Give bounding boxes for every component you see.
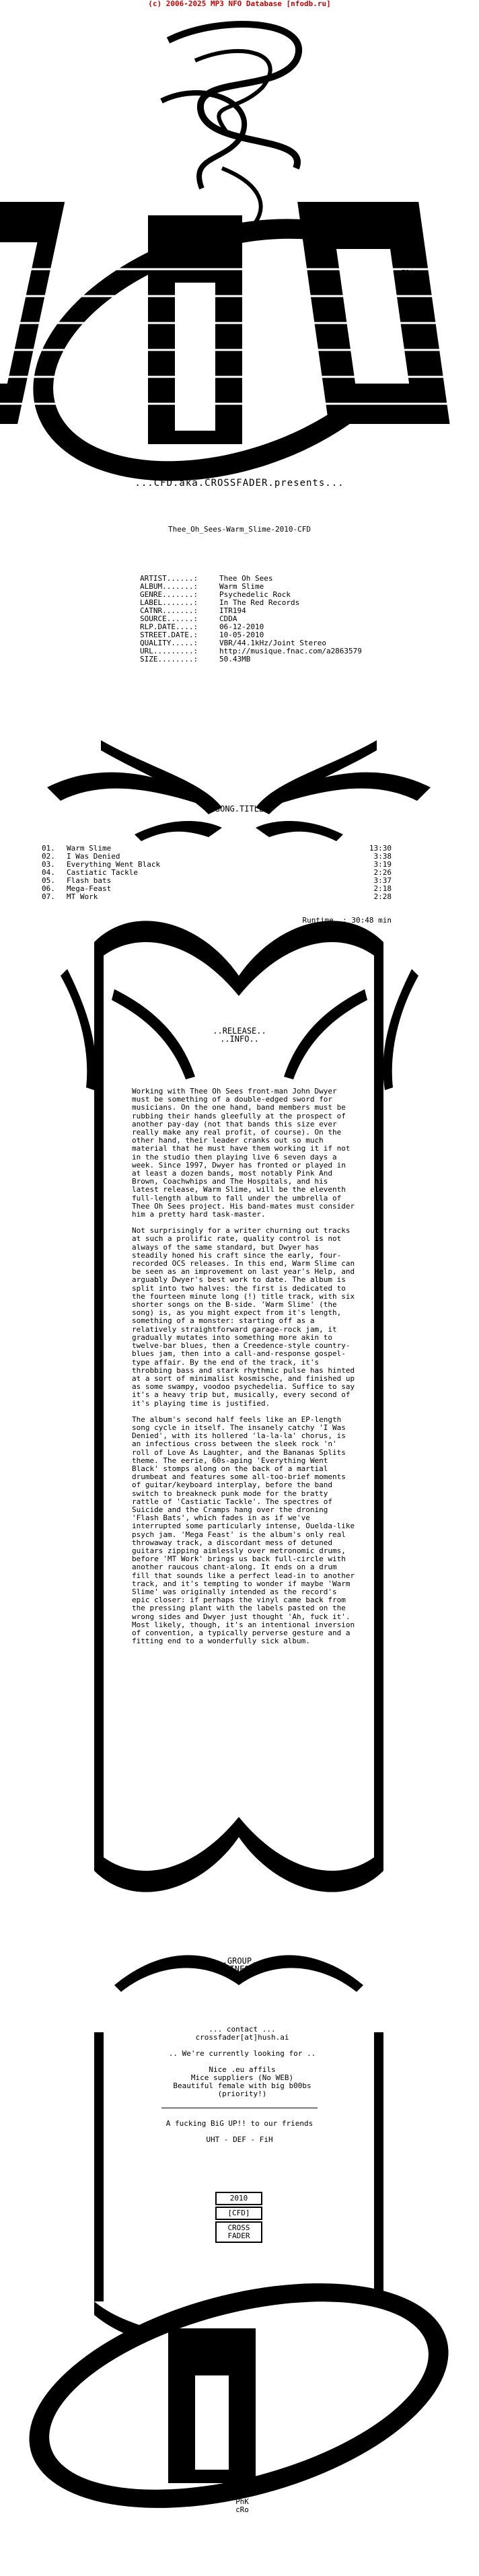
- contact-line: Beautiful female with big b00bs: [173, 2081, 311, 2090]
- logo-tag: F3!: [401, 269, 414, 277]
- track-duration: 2:18: [373, 884, 392, 893]
- info-value: ITR194: [219, 606, 246, 615]
- signature-line: aSc: [235, 2489, 249, 2498]
- group-info-label: [0, 1957, 479, 1973]
- badge-year: 2010: [215, 2192, 262, 2205]
- track-title: MT Work: [67, 892, 98, 901]
- track-title: I Was Denied: [67, 852, 120, 861]
- cfd-logo-art: [0, 172, 479, 528]
- info-key: CATNR.......:: [140, 606, 198, 615]
- runtime-total: Runtime..: 30:48 min: [302, 916, 392, 925]
- track-title: Castiatic Tackle: [67, 868, 138, 877]
- release-info-label-line: ..INFO..: [220, 1034, 259, 1044]
- info-key: LABEL.......:: [140, 598, 198, 607]
- info-value: Thee Oh Sees: [219, 574, 273, 583]
- badge-name-line: CROSS: [227, 2223, 250, 2232]
- info-key: STREET.DATE.:: [140, 631, 198, 639]
- contact-line: .. We're currently looking for ..: [168, 2049, 316, 2058]
- track-duration: 2:26: [373, 868, 392, 877]
- release-paragraph: The album's second half feels like an EP-length song cycle in itself. The insanely catchy 'I Was Denied', with its hollered 'la-la-la' chorus, is an infectious cross between the sleek rock 'n' roll of Love As Laughter, and the Bananas Splits theme. The eerie, 60s-aping 'Everything Went Black' stomps along on the back of a martial drumbeat and features some all-too-brief moments of guitar/keyboard interplay, before the band switch to breakneck punk mode for the bratty rattle of 'Castiatic Tackle'. The spectres of Suicide and the Cramps hang over the droning 'Flash Bats', which fades in as if we've interrupted some particularly intense, Ouelda-like psych jam. 'Mega Feast' is the album's only real throwaway track, a discordant mess of detuned guitars zipping aimlessly over metronomic drums, before 'MT Work' brings us back full-circle with another raucous chant-along. It ends on a drum fill that sounds like a perfect lead-in to another track, and it's tempting to wonder if maybe 'Warm Slime' was originally intended as the record's epic closer: if perhaps the vinyl came back from the pressing plant with the labels pasted on the wrong sides and Dwyer just thought 'Ah, fuck it'. Most likely, though, it's an intentional inversion of convention, a typically perverse gesture and a fitting end to a wonderfully sick album.: [132, 1415, 355, 1646]
- info-value: In The Red Records: [219, 598, 300, 607]
- track-duration: 3:37: [373, 876, 392, 885]
- release-info-list: [140, 575, 362, 664]
- track-row: [42, 893, 392, 901]
- info-key: QUALITY.....:: [140, 639, 198, 647]
- contact-line: (priority!): [217, 2089, 267, 2098]
- release-info-label: [0, 1027, 479, 1043]
- track-number: 03.: [42, 860, 55, 869]
- info-value: 10-05-2010: [219, 631, 264, 639]
- footer-ornament: [0, 2032, 479, 2549]
- badge-name: [215, 2221, 262, 2243]
- track-number: 02.: [42, 852, 55, 861]
- info-key: ALBUM.......:: [140, 582, 198, 591]
- song-title-ornament: [47, 740, 431, 841]
- track-number: 07.: [42, 892, 55, 901]
- info-value: CDDA: [219, 614, 237, 623]
- logo-tag: cRo: [401, 277, 414, 285]
- track-duration: 2:28: [373, 892, 392, 901]
- info-value: 50.43MB: [219, 655, 251, 664]
- info-key: RLP.DATE....:: [140, 622, 198, 631]
- smoke-swirl-art: [161, 24, 299, 222]
- release-notes: [132, 1087, 355, 1653]
- release-info-label-line: ..RELEASE..: [213, 1026, 266, 1036]
- greetings-line: A fucking BiG UP!! to our friends: [165, 2119, 314, 2128]
- contact-line: crossfader[at]hush.ai: [195, 2033, 289, 2042]
- greetings-line: UHT - DEF - FiH: [206, 2135, 273, 2144]
- info-key: GENRE.......:: [140, 590, 198, 599]
- badge-group: [CFD]: [215, 2207, 262, 2220]
- contact-line: ... contact ...: [209, 2025, 276, 2034]
- track-number: 05.: [42, 876, 55, 885]
- signature-line: cRo: [235, 2505, 249, 2514]
- info-key: SIZE........:: [140, 655, 198, 664]
- info-value: 06-12-2010: [219, 622, 264, 631]
- badge-name-line: FADER: [227, 2231, 250, 2240]
- track-number: 06.: [42, 884, 55, 893]
- track-title: Warm Slime: [67, 844, 112, 853]
- release-title: Thee_Oh_Sees-Warm_Slime-2010-CFD: [168, 525, 311, 534]
- info-value: http://musique.fnac.com/a2863579: [219, 647, 362, 655]
- track-duration: 3:38: [373, 852, 392, 861]
- presents-line: ...CFD.aka.CROSSFADER.presents...: [135, 478, 344, 489]
- signature-line: PhK: [235, 2497, 249, 2506]
- track-number: 01.: [42, 844, 55, 853]
- signature-block: [229, 2490, 256, 2514]
- release-paragraph: Working with Thee Oh Sees front-man John Dwyer must be something of a double-edged sword for musicians. On the one hand, band members must be rubbing their hands gleefully at the prospect of another pay-day (not that bands this size ever really make any real profit, of course). On the other hand, their leader cranks out so much material that he must have them working it if not in the studio then playing live 6 seven days a week. Since 1997, Dwyer has fronted or played in at least a dozen bands, most notably Pink And Brown, Coachwhips and The Hospitals, and his latest release, Warm Slime, will be the eleventh full-length album to fall under the umbrella of Thee Oh Sees project. His band-mates must consider him a pretty hard task-master.: [132, 1087, 355, 1219]
- tracklist: [42, 844, 392, 925]
- track-title: Mega-Feast: [67, 884, 112, 893]
- track-title: Flash bats: [67, 876, 112, 885]
- copyright-header: (c) 2006-2025 MP3 NFO Database [nfodb.ru]: [148, 0, 331, 8]
- track-number: 04.: [42, 868, 55, 877]
- info-value: VBR/44.1kHz/Joint Stereo: [219, 639, 326, 647]
- song-title-label: ..SONG.TITLE..: [205, 804, 274, 814]
- group-badge: [209, 2190, 269, 2244]
- group-info-label-line: ..INFO..: [220, 1964, 259, 1974]
- info-key: SOURCE......:: [140, 614, 198, 623]
- track-title: Everything Went Black: [67, 860, 161, 869]
- logo-tags: [401, 269, 414, 285]
- info-value: Psychedelic Rock: [219, 590, 291, 599]
- info-value: Warm Slime: [219, 582, 264, 591]
- track-duration: 3:19: [373, 860, 392, 869]
- release-paragraph: Not surprisingly for a writer churning out tracks at such a prolific rate, quality control is not always of the same standard, but Dwyer has steadily honed his craft since the early, four-recorded OCS releases. In this end, Warm Slime can be seen as an improvement on last year's Help, and arguably Dwyer's best work to date. The album is split into two halves: the first is dedicated to the fourteen minute long (!) title track, with six shorter songs on the B-side. 'Warm Slime' (the song) is, as you might expect from it's length, something of a monster: starting off as a relatively straightforward garage-rock jam, it gradually mutates into something more akin to twelve-bar blues, then a Creedence-style country-blues jam, then into a call-and-response gospel-type affair. By the end of the track, it's throbbing bass and stark rhythmic pulse has hinted at a sort of minimalist kosmische, and finished up as some swampy, voodoo psychedelia. Suffice to say it's a heavy trip but, musically, every second of it's playing time is justified.: [132, 1226, 355, 1408]
- contact-line: Mice suppliers (No WEB): [190, 2073, 294, 2082]
- group-info-label-line: ..GROUP..: [217, 1956, 262, 1966]
- info-key: ARTIST......:: [140, 574, 198, 583]
- info-key: URL.........:: [140, 647, 198, 655]
- greetings-block: [0, 2120, 479, 2144]
- contact-block: [114, 2026, 370, 2098]
- info-row: [140, 655, 362, 664]
- contact-line: Nice .eu affils: [209, 2065, 276, 2074]
- track-duration: 13:30: [369, 844, 392, 853]
